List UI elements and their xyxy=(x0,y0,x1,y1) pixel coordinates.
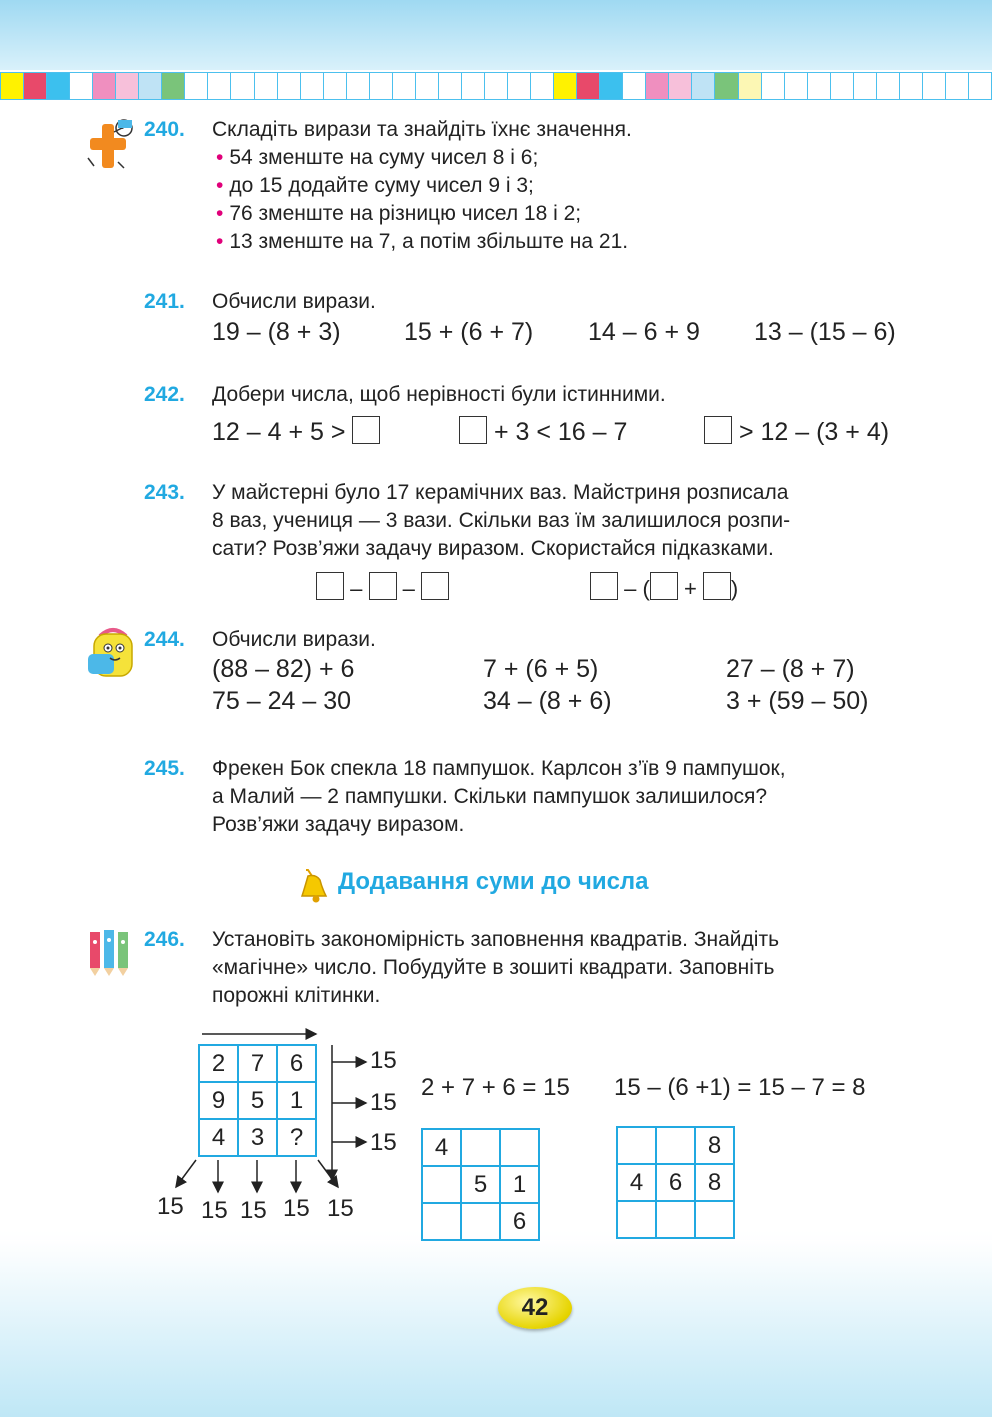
strip-cell xyxy=(254,72,277,100)
inequality-1 xyxy=(212,416,380,447)
grid-cell[interactable]: 4 xyxy=(617,1164,656,1201)
strip-cell xyxy=(530,72,553,100)
row-sum: 15 xyxy=(370,1089,397,1116)
exercise-242-text: Добери числа, щоб нерівності були істинними. xyxy=(212,383,666,406)
column-sum: 15 xyxy=(157,1193,184,1220)
strip-cell xyxy=(830,72,853,100)
operator: ) xyxy=(730,576,739,601)
grid-cell[interactable] xyxy=(617,1127,656,1164)
strip-cell xyxy=(645,72,668,100)
operator: – xyxy=(350,576,363,601)
magic-square-task-1 xyxy=(421,1128,540,1241)
answer-box[interactable] xyxy=(590,572,618,600)
exercise-240-text: Складіть вирази та знайдіть їхнє значення. xyxy=(212,118,632,141)
grid-cell[interactable] xyxy=(422,1203,461,1240)
strip-cell xyxy=(438,72,461,100)
strip-cell xyxy=(323,72,346,100)
strip-cell xyxy=(738,72,761,100)
grid-cell[interactable] xyxy=(461,1129,500,1166)
strip-cell xyxy=(138,72,161,100)
strip-cell xyxy=(184,72,207,100)
column-sum: 15 xyxy=(283,1195,310,1222)
operator: – xyxy=(402,576,415,601)
answer-box[interactable] xyxy=(459,416,487,444)
expression: 27 – (8 + 7) xyxy=(726,655,855,683)
math-plus-character-icon xyxy=(84,118,140,172)
grid-cell[interactable]: 6 xyxy=(656,1164,695,1201)
grid-cell: ? xyxy=(277,1119,316,1156)
exercise-243-line: сати? Розв’яжи задачу виразом. Скористайся підказками. xyxy=(212,537,774,560)
strip-cell xyxy=(507,72,530,100)
strip-cell xyxy=(277,72,300,100)
grid-cell: 6 xyxy=(277,1045,316,1082)
grid-cell[interactable]: 8 xyxy=(695,1127,734,1164)
difference-equation: 15 – (6 +1) = 15 – 7 = 8 xyxy=(614,1074,866,1101)
grid-cell[interactable]: 4 xyxy=(422,1129,461,1166)
color-strip xyxy=(0,72,992,100)
grid-cell[interactable]: 8 xyxy=(695,1164,734,1201)
exercise-number-243: 243. xyxy=(144,481,185,504)
strip-cell xyxy=(576,72,599,100)
inequality-2 xyxy=(459,416,627,447)
grid-cell[interactable] xyxy=(656,1201,695,1238)
hint-expression-2 xyxy=(590,572,738,602)
strip-cell xyxy=(668,72,691,100)
expression: (88 – 82) + 6 xyxy=(212,655,355,683)
expression: 19 – (8 + 3) xyxy=(212,318,341,346)
strip-cell xyxy=(807,72,830,100)
strip-cell xyxy=(115,72,138,100)
strip-cell xyxy=(945,72,968,100)
strip-cell xyxy=(784,72,807,100)
expression: 14 – 6 + 9 xyxy=(588,318,700,346)
exercise-246-line: порожні клітинки. xyxy=(212,984,381,1007)
exercise-246-line: «магічне» число. Побудуйте в зошиті квадрати. Заповніть xyxy=(212,956,775,979)
grid-cell[interactable] xyxy=(656,1127,695,1164)
grid-cell[interactable] xyxy=(422,1166,461,1203)
inequality-text: 12 – 4 + 5 > xyxy=(212,418,346,446)
expression: 34 – (8 + 6) xyxy=(483,687,612,715)
grid-cell[interactable]: 5 xyxy=(461,1166,500,1203)
operator: + xyxy=(683,576,697,601)
grid-cell: 9 xyxy=(199,1082,238,1119)
bell-icon xyxy=(298,866,332,904)
grid-cell: 4 xyxy=(199,1119,238,1156)
exercise-241-text: Обчисли вирази. xyxy=(212,290,376,313)
exercise-number-246: 246. xyxy=(144,928,185,951)
strip-cell xyxy=(230,72,253,100)
column-sum: 15 xyxy=(327,1195,354,1222)
strip-cell xyxy=(23,72,46,100)
bullet-item: • 54 зменште на суму чисел 8 і 6; xyxy=(216,144,538,172)
exercise-number-245: 245. xyxy=(144,757,185,780)
expression: 13 – (15 – 6) xyxy=(754,318,896,346)
exercise-243-line: У майстерні було 17 керамічних ваз. Майстриня розписала xyxy=(212,481,789,504)
answer-box[interactable] xyxy=(650,572,678,600)
strip-cell xyxy=(691,72,714,100)
exercise-number-244: 244. xyxy=(144,628,185,651)
expression: 75 – 24 – 30 xyxy=(212,687,352,715)
column-sum: 15 xyxy=(240,1197,267,1224)
strip-cell xyxy=(553,72,576,100)
strip-cell xyxy=(0,72,23,100)
strip-cell xyxy=(415,72,438,100)
row-sum: 15 xyxy=(370,1129,397,1156)
grid-cell[interactable]: 1 xyxy=(500,1166,539,1203)
grid-cell[interactable] xyxy=(695,1201,734,1238)
expression: 3 + (59 – 50) xyxy=(726,687,869,715)
magic-square-task-2 xyxy=(616,1126,735,1239)
answer-box[interactable] xyxy=(316,572,344,600)
strip-cell xyxy=(876,72,899,100)
grid-cell[interactable]: 6 xyxy=(500,1203,539,1240)
strip-cell xyxy=(46,72,69,100)
expression: 15 + (6 + 7) xyxy=(404,318,534,346)
strip-cell xyxy=(761,72,784,100)
strip-cell xyxy=(922,72,945,100)
column-sum: 15 xyxy=(201,1197,228,1224)
exercise-245-line: Фрекен Бок спекла 18 пампушок. Карлсон з’їв 9 пампушок, xyxy=(212,757,786,780)
grid-cell: 1 xyxy=(277,1082,316,1119)
strip-cell xyxy=(484,72,507,100)
grid-cell[interactable] xyxy=(617,1201,656,1238)
operator: – ( xyxy=(624,576,650,601)
exercise-245-line: Розв’яжи задачу виразом. xyxy=(212,813,465,836)
exercise-243-line: 8 ваз, учениця — 3 вази. Скільки ваз їм залишилося розпи- xyxy=(212,509,791,532)
hint-expression-1 xyxy=(316,572,449,602)
inequality-text: + 3 < 16 – 7 xyxy=(493,418,628,446)
strip-cell xyxy=(622,72,645,100)
backpack-character-icon xyxy=(86,626,140,680)
strip-cell xyxy=(92,72,115,100)
bullet-item: • до 15 додайте суму чисел 9 і 3; xyxy=(216,172,534,200)
inequality-text: > 12 – (3 + 4) xyxy=(738,418,890,446)
strip-cell xyxy=(207,72,230,100)
top-band xyxy=(0,0,992,70)
strip-cell xyxy=(161,72,184,100)
grid-cell: 5 xyxy=(238,1082,277,1119)
row-sum: 15 xyxy=(370,1047,397,1074)
strip-cell xyxy=(369,72,392,100)
exercise-245-line: а Малий — 2 пампушки. Скільки пампушок залишилося? xyxy=(212,785,768,808)
exercise-246-line: Установіть закономірність заповнення квадратів. Знайдіть xyxy=(212,928,780,951)
magic-square-example xyxy=(198,1044,317,1157)
answer-box[interactable] xyxy=(369,572,397,600)
exercise-number-240: 240. xyxy=(144,118,185,141)
answer-box[interactable] xyxy=(421,572,449,600)
answer-box[interactable] xyxy=(704,416,732,444)
grid-cell: 7 xyxy=(238,1045,277,1082)
exercise-number-241: 241. xyxy=(144,290,185,313)
answer-box[interactable] xyxy=(352,416,380,444)
strip-cell xyxy=(599,72,622,100)
pencils-character-icon xyxy=(84,926,140,978)
strip-cell xyxy=(346,72,369,100)
exercise-244-text: Обчисли вирази. xyxy=(212,628,376,651)
strip-cell xyxy=(853,72,876,100)
exercise-number-242: 242. xyxy=(144,383,185,406)
bottom-band xyxy=(0,1240,992,1417)
strip-cell xyxy=(69,72,92,100)
answer-box[interactable] xyxy=(703,572,731,600)
grid-cell[interactable] xyxy=(500,1129,539,1166)
bullet-item: • 76 зменште на різницю чисел 18 і 2; xyxy=(216,200,581,228)
strip-cell xyxy=(392,72,415,100)
grid-cell: 2 xyxy=(199,1045,238,1082)
grid-cell: 3 xyxy=(238,1119,277,1156)
bullet-item: • 13 зменште на 7, а потім збільште на 21. xyxy=(216,228,628,256)
strip-cell xyxy=(968,72,992,100)
strip-cell xyxy=(899,72,922,100)
section-title: Додавання суми до числа xyxy=(338,868,649,895)
strip-cell xyxy=(461,72,484,100)
expression: 7 + (6 + 5) xyxy=(483,655,599,683)
inequality-3 xyxy=(704,416,889,447)
strip-cell xyxy=(300,72,323,100)
strip-cell xyxy=(714,72,737,100)
grid-cell[interactable] xyxy=(461,1203,500,1240)
sum-equation: 2 + 7 + 6 = 15 xyxy=(421,1074,570,1101)
page-number: 42 xyxy=(498,1287,572,1329)
